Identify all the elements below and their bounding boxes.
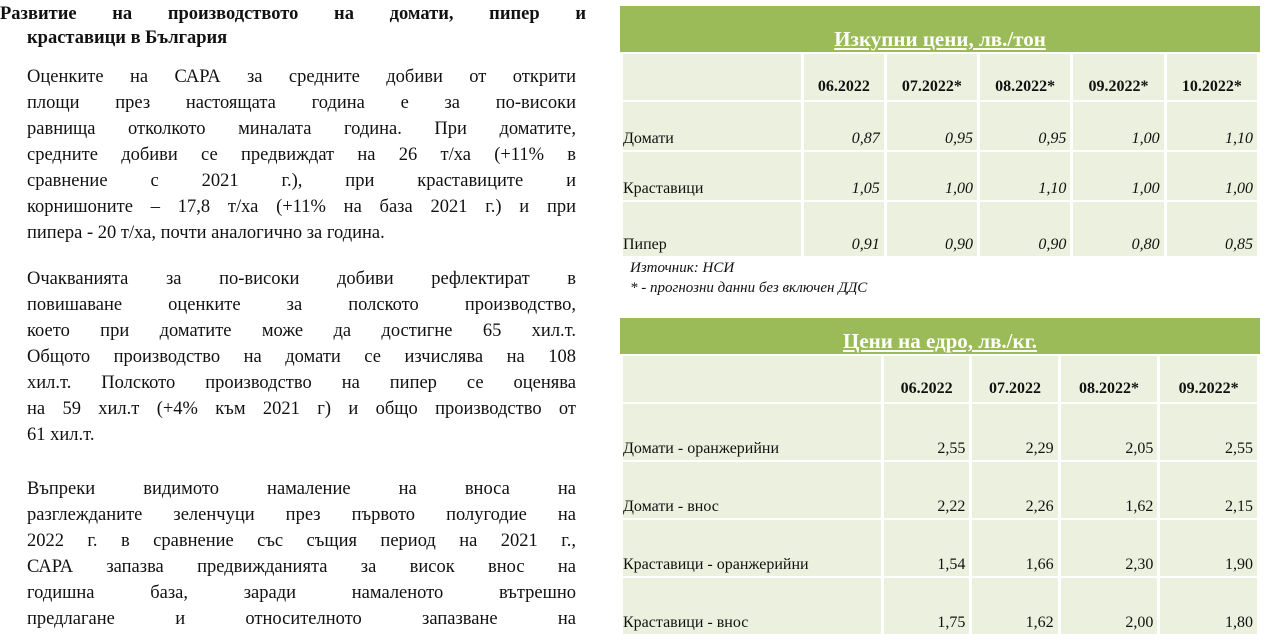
column-header: 08.2022*	[980, 54, 1070, 100]
value-cell: 1,00	[1167, 152, 1257, 200]
row-label: Краставици - оранжерийни	[623, 520, 881, 576]
value-cell: 1,10	[1167, 102, 1257, 150]
p1-line: Оценките на САРА за средните добиви от открити	[27, 67, 576, 87]
value-cell: 0,95	[980, 102, 1070, 150]
value-cell: 2,26	[972, 462, 1057, 518]
value-cell: 1,54	[884, 520, 969, 576]
value-cell: 2,05	[1061, 404, 1158, 460]
row-label: Пипер	[623, 202, 801, 256]
p1-line: сравнение с 2021 г.), при краставиците и	[27, 171, 576, 191]
table-header-row	[623, 356, 1257, 402]
value-cell: 2,00	[1061, 578, 1158, 634]
source-note: Източник: НСИ	[630, 260, 735, 276]
table-row	[623, 404, 1257, 460]
value-cell: 0,91	[804, 202, 884, 256]
row-label: Домати - внос	[623, 462, 881, 518]
table-row	[623, 578, 1257, 634]
value-cell: 0,85	[1167, 202, 1257, 256]
wholesale-prices-panel	[620, 318, 1260, 636]
p2-line: Очакванията за по-високи добиви рефлектират в	[27, 269, 576, 289]
value-cell: 1,62	[1061, 462, 1158, 518]
column-header: 08.2022*	[1061, 356, 1158, 402]
p3-line: предлагане и относителното запазване на	[27, 609, 576, 629]
row-label: Домати - оранжерийни	[623, 404, 881, 460]
column-header: 07.2022	[972, 356, 1057, 402]
value-cell: 1,10	[980, 152, 1070, 200]
value-cell: 0,95	[887, 102, 977, 150]
row-label: Домати	[623, 102, 801, 150]
article-heading	[0, 2, 586, 50]
p1-line: средните добиви се предвиждат на 26 т/ха (+11% в	[27, 145, 576, 165]
p1-line: площи през настоящата година е за по-високи	[27, 93, 576, 113]
value-cell: 2,29	[972, 404, 1057, 460]
p3-line: САРА запазва предвижданията за висок внос на	[27, 557, 576, 577]
column-header: 06.2022	[884, 356, 969, 402]
value-cell: 0,87	[804, 102, 884, 150]
column-header: 09.2022*	[1073, 54, 1163, 100]
value-cell: 1,00	[887, 152, 977, 200]
p2-line: повишаване оценките за полското производство,	[27, 295, 576, 315]
header-empty-cell	[623, 54, 801, 100]
p3-line: 2022 г. в сравнение със същия период на 2021 г.,	[27, 531, 576, 551]
paragraph-2	[27, 266, 576, 448]
value-cell: 1,90	[1160, 520, 1257, 576]
heading-line-1: Развитие на производството на домати, пипер и	[0, 4, 586, 24]
heading-line-2: краставици в България	[27, 28, 228, 48]
p2-line: което при доматите може да достигне 65 хил.т.	[27, 321, 576, 341]
value-cell: 1,66	[972, 520, 1057, 576]
value-cell: 1,62	[972, 578, 1057, 634]
purchase-prices-panel	[620, 6, 1260, 298]
value-cell: 2,15	[1160, 462, 1257, 518]
purchase-prices-title: Изкупни цени, лв./тон	[620, 6, 1260, 52]
column-header: 07.2022*	[887, 54, 977, 100]
p2-line: на 59 хил.т (+4% към 2021 г) и общо производство от	[27, 399, 576, 419]
table-row	[623, 520, 1257, 576]
paragraph-1	[27, 64, 576, 246]
table-row	[623, 462, 1257, 518]
p2-line: Общото производство на домати се изчислява на 108	[27, 347, 576, 367]
value-cell: 2,55	[884, 404, 969, 460]
footnote: * - прогнозни данни без включен ДДС	[630, 280, 868, 296]
table-header-row	[623, 54, 1257, 100]
column-header: 06.2022	[804, 54, 884, 100]
wholesale-prices-table	[620, 354, 1260, 636]
purchase-prices-table	[620, 52, 1260, 258]
table-row	[623, 152, 1257, 200]
value-cell: 0,80	[1073, 202, 1163, 256]
p2-line: хил.т. Полското производство на пипер се оценява	[27, 373, 576, 393]
value-cell: 2,22	[884, 462, 969, 518]
row-label: Краставици - внос	[623, 578, 881, 634]
p3-line: годишна база, заради намаленото вътрешно	[27, 583, 576, 603]
p3-line: Въпреки видимото намаление на вноса на	[27, 479, 576, 499]
p1-line: корнишоните – 17,8 т/ха (+11% на база 2021 г.) и при	[27, 197, 576, 217]
table-row	[623, 202, 1257, 256]
value-cell: 0,90	[980, 202, 1070, 256]
p1-line: пипера - 20 т/ха, почти аналогично за година.	[27, 223, 385, 243]
row-label: Краставици	[623, 152, 801, 200]
paragraph-3	[27, 476, 576, 632]
value-cell: 0,90	[887, 202, 977, 256]
p2-line: 61 хил.т.	[27, 425, 95, 445]
p3-line: разглежданите зеленчуци през първото полугодие на	[27, 505, 576, 525]
value-cell: 1,00	[1073, 152, 1163, 200]
value-cell: 1,00	[1073, 102, 1163, 150]
value-cell: 2,30	[1061, 520, 1158, 576]
wholesale-prices-title: Цени на едро, лв./кг.	[620, 318, 1260, 354]
column-header: 09.2022*	[1160, 356, 1257, 402]
value-cell: 1,05	[804, 152, 884, 200]
value-cell: 1,80	[1160, 578, 1257, 634]
value-cell: 2,55	[1160, 404, 1257, 460]
column-header: 10.2022*	[1167, 54, 1257, 100]
article-column	[0, 0, 590, 640]
value-cell: 1,75	[884, 578, 969, 634]
table-row	[623, 102, 1257, 150]
p1-line: равнища отколкото миналата година. При доматите,	[27, 119, 576, 139]
header-empty-cell	[623, 356, 881, 402]
